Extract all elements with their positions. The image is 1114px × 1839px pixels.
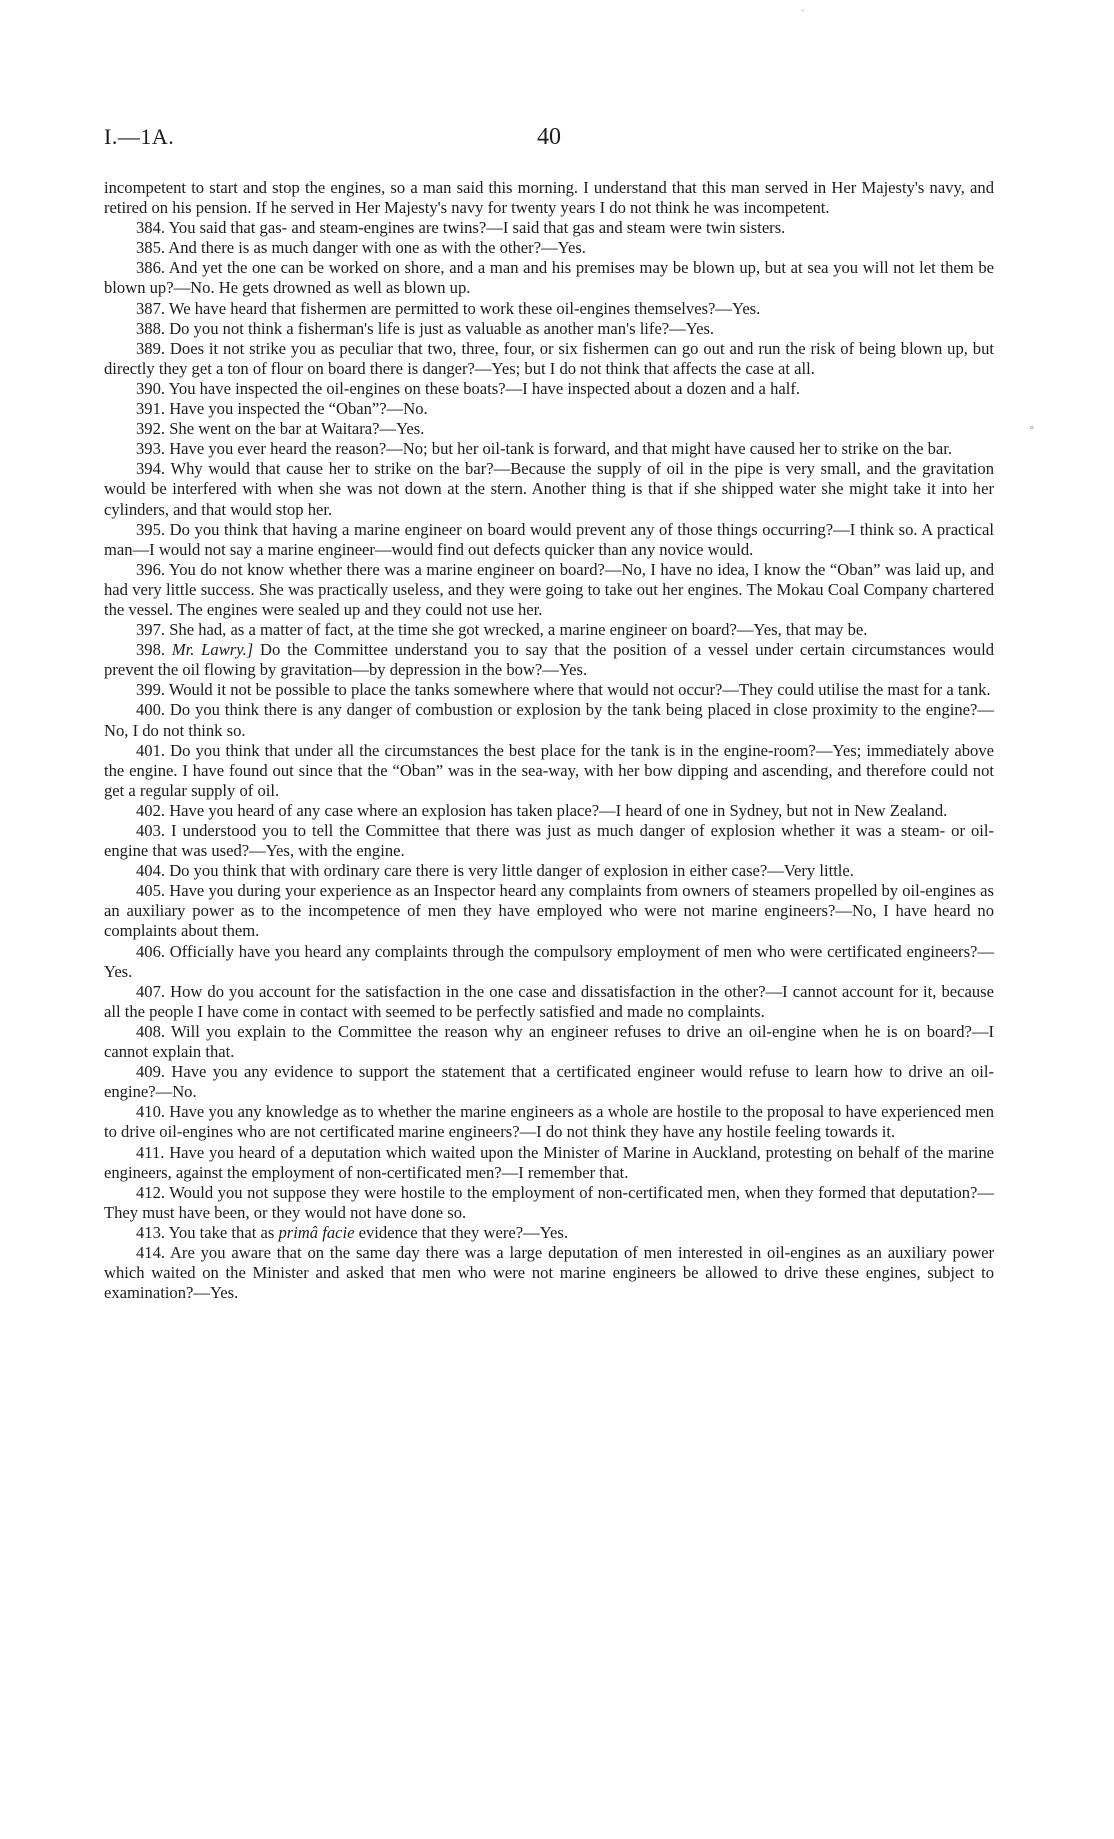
question-396: 396. You do not know whether there was a marine engineer on board?—No, I have no idea, I know the “Oban” was laid up, and had very little success. She was practically useless, and they were going to take out her engines. The Mokau Coal Company chartered the vessel. The engines were sealed up and they could not use her. [104, 559, 994, 619]
question-number: 398. [136, 640, 172, 660]
continued-paragraph: incompetent to start and stop the engines, so a man said this morning. I understand that this man served in Her Majesty's navy, and retired on his pension. If he served in Her Majesty's navy for twenty years I do not think he was incompetent. [104, 178, 994, 218]
question-393: 393. Have you ever heard the reason?—No; but her oil-tank is forward, and that might have caused her to strike on the bar. [136, 439, 953, 459]
page-header [104, 124, 994, 158]
question-391: 391. Have you inspected the “Oban”?—No. [136, 399, 428, 419]
question-text-before: 413. You take that as [136, 1222, 279, 1242]
question-414: 414. Are you aware that on the same day there was a large deputation of men interested in oil-engines as an auxiliary power which waited on the Minister and asked that men who were not marine engineers be allowed to drive these engines, subject to examination?—Yes. [104, 1242, 994, 1303]
question-400: 400. Do you think there is any danger of combustion or explosion by the tank being placed in close proximity to the engine?—No, I do not think so. [104, 700, 994, 740]
question-413 [104, 1223, 994, 1243]
question-402: 402. Have you heard of any case where an explosion has taken place?—I heard of one in Sydney, but not in New Zealand. [136, 800, 948, 820]
question-403: 403. I understood you to tell the Committee that there was just as much danger of explosion whether it was a steam- or oil-engine that was used?—Yes, with the engine. [104, 821, 994, 861]
document-reference: I.—1A. [104, 124, 175, 149]
question-412: 412. Would you not suppose they were hostile to the employment of non-certificated men, when they formed that deputation?—They must have been, or they would not have done so. [104, 1182, 994, 1222]
question-395: 395. Do you think that having a marine engineer on board would prevent any of those things occurring?—I think so. A practical man—I would not say a marine engineer—would find out defects quicker than any novice would. [104, 519, 994, 559]
question-text: Do the Committee understand you to say that the position of a vessel under certain circumstances would prevent the oil flowing by gravitation—by depression in the bow?—Yes. [104, 640, 995, 680]
scan-speck: · [801, 4, 805, 17]
question-394: 394. Why would that cause her to strike on the bar?—Because the supply of oil in the pipe is very small, and the gravitation would be interfered with when she was not down at the stern. Another thing is that if she shipped water she might take it into her cylinders, and that would stop her. [104, 459, 994, 519]
question-411: 411. Have you heard of a deputation which waited upon the Minister of Marine in Auckland, protesting on behalf of the marine engineers, against the employment of non-certificated men?—I remember that. [104, 1142, 994, 1182]
question-397: 397. She had, as a matter of fact, at the time she got wrecked, a marine engineer on board?—Yes, that may be. [136, 620, 868, 640]
question-404: 404. Do you think that with ordinary care there is very little danger of explosion in either case?—Very little. [136, 861, 854, 881]
question-384: 384. You said that gas- and steam-engines are twins?—I said that gas and steam were twin sisters. [136, 218, 786, 238]
question-399: 399. Would it not be possible to place the tanks somewhere where that would not occur?—They could utilise the mast for a tank. [136, 680, 991, 700]
question-388: 388. Do you not think a fisherman's life is just as valuable as another man's life?—Yes. [136, 318, 715, 338]
speaker-name: Mr. Lawry.] [171, 640, 254, 660]
question-406: 406. Officially have you heard any complaints through the compulsory employment of men who were certificated engineers?—Yes. [104, 941, 994, 981]
question-392: 392. She went on the bar at Waitara?—Yes. [136, 419, 425, 439]
latin-phrase: primâ facie [278, 1222, 355, 1242]
page-number: 40 [537, 124, 561, 150]
question-385: 385. And there is as much danger with one as with the other?—Yes. [136, 238, 586, 258]
question-398 [104, 640, 994, 680]
question-387: 387. We have heard that fishermen are permitted to work these oil-engines themselves?—Yes. [136, 298, 761, 318]
question-390: 390. You have inspected the oil-engines on these boats?—I have inspected about a dozen and a half. [136, 378, 801, 398]
question-408: 408. Will you explain to the Committee the reason why an engineer refuses to drive an oil-engine when he is on board?—I cannot explain that. [104, 1021, 994, 1062]
question-407: 407. How do you account for the satisfaction in the one case and dissatisfaction in the other?—I cannot account for it, because all the people I have come in contact with seemed to be perfectly satisfied and made no complaints. [104, 981, 994, 1021]
evidence-text [104, 178, 994, 1303]
question-401: 401. Do you think that under all the circumstances the best place for the tank is in the engine-room?—Yes; immediately above the engine. I have found out since that the “Oban” was in the sea-way, with her bow dipping and ascending, and therefore could not get a regular supply of oil. [104, 740, 994, 800]
question-389: 389. Does it not strike you as peculiar that two, three, four, or six fishermen can go out and run the risk of being blown up, but directly they get a ton of flour on board there is danger?—Yes; but I do not think that affects the case at all. [104, 338, 994, 378]
question-405: 405. Have you during your experience as an Inspector heard any complaints from owners of steamers propelled by oil-engines as an auxiliary power as to the incompetence of men they have employed who were not marine engineers?—No, I have heard no complaints about them. [104, 881, 994, 941]
scan-speck: ° [1029, 424, 1035, 437]
question-386: 386. And yet the one can be worked on shore, and a man and his premises may be blown up, but at sea you will not let them be blown up?—No. He gets drowned as well as blown up. [104, 258, 994, 298]
question-409: 409. Have you any evidence to support the statement that a certificated engineer would refuse to learn how to drive an oil-engine?—No. [104, 1062, 994, 1102]
question-410: 410. Have you any knowledge as to whether the marine engineers as a whole are hostile to the proposal to have experienced men to drive oil-engines who are not certificated marine engineers?—I do not think they have any hostile feeling towards it. [104, 1102, 994, 1142]
question-text-after: evidence that they were?—Yes. [354, 1222, 568, 1242]
